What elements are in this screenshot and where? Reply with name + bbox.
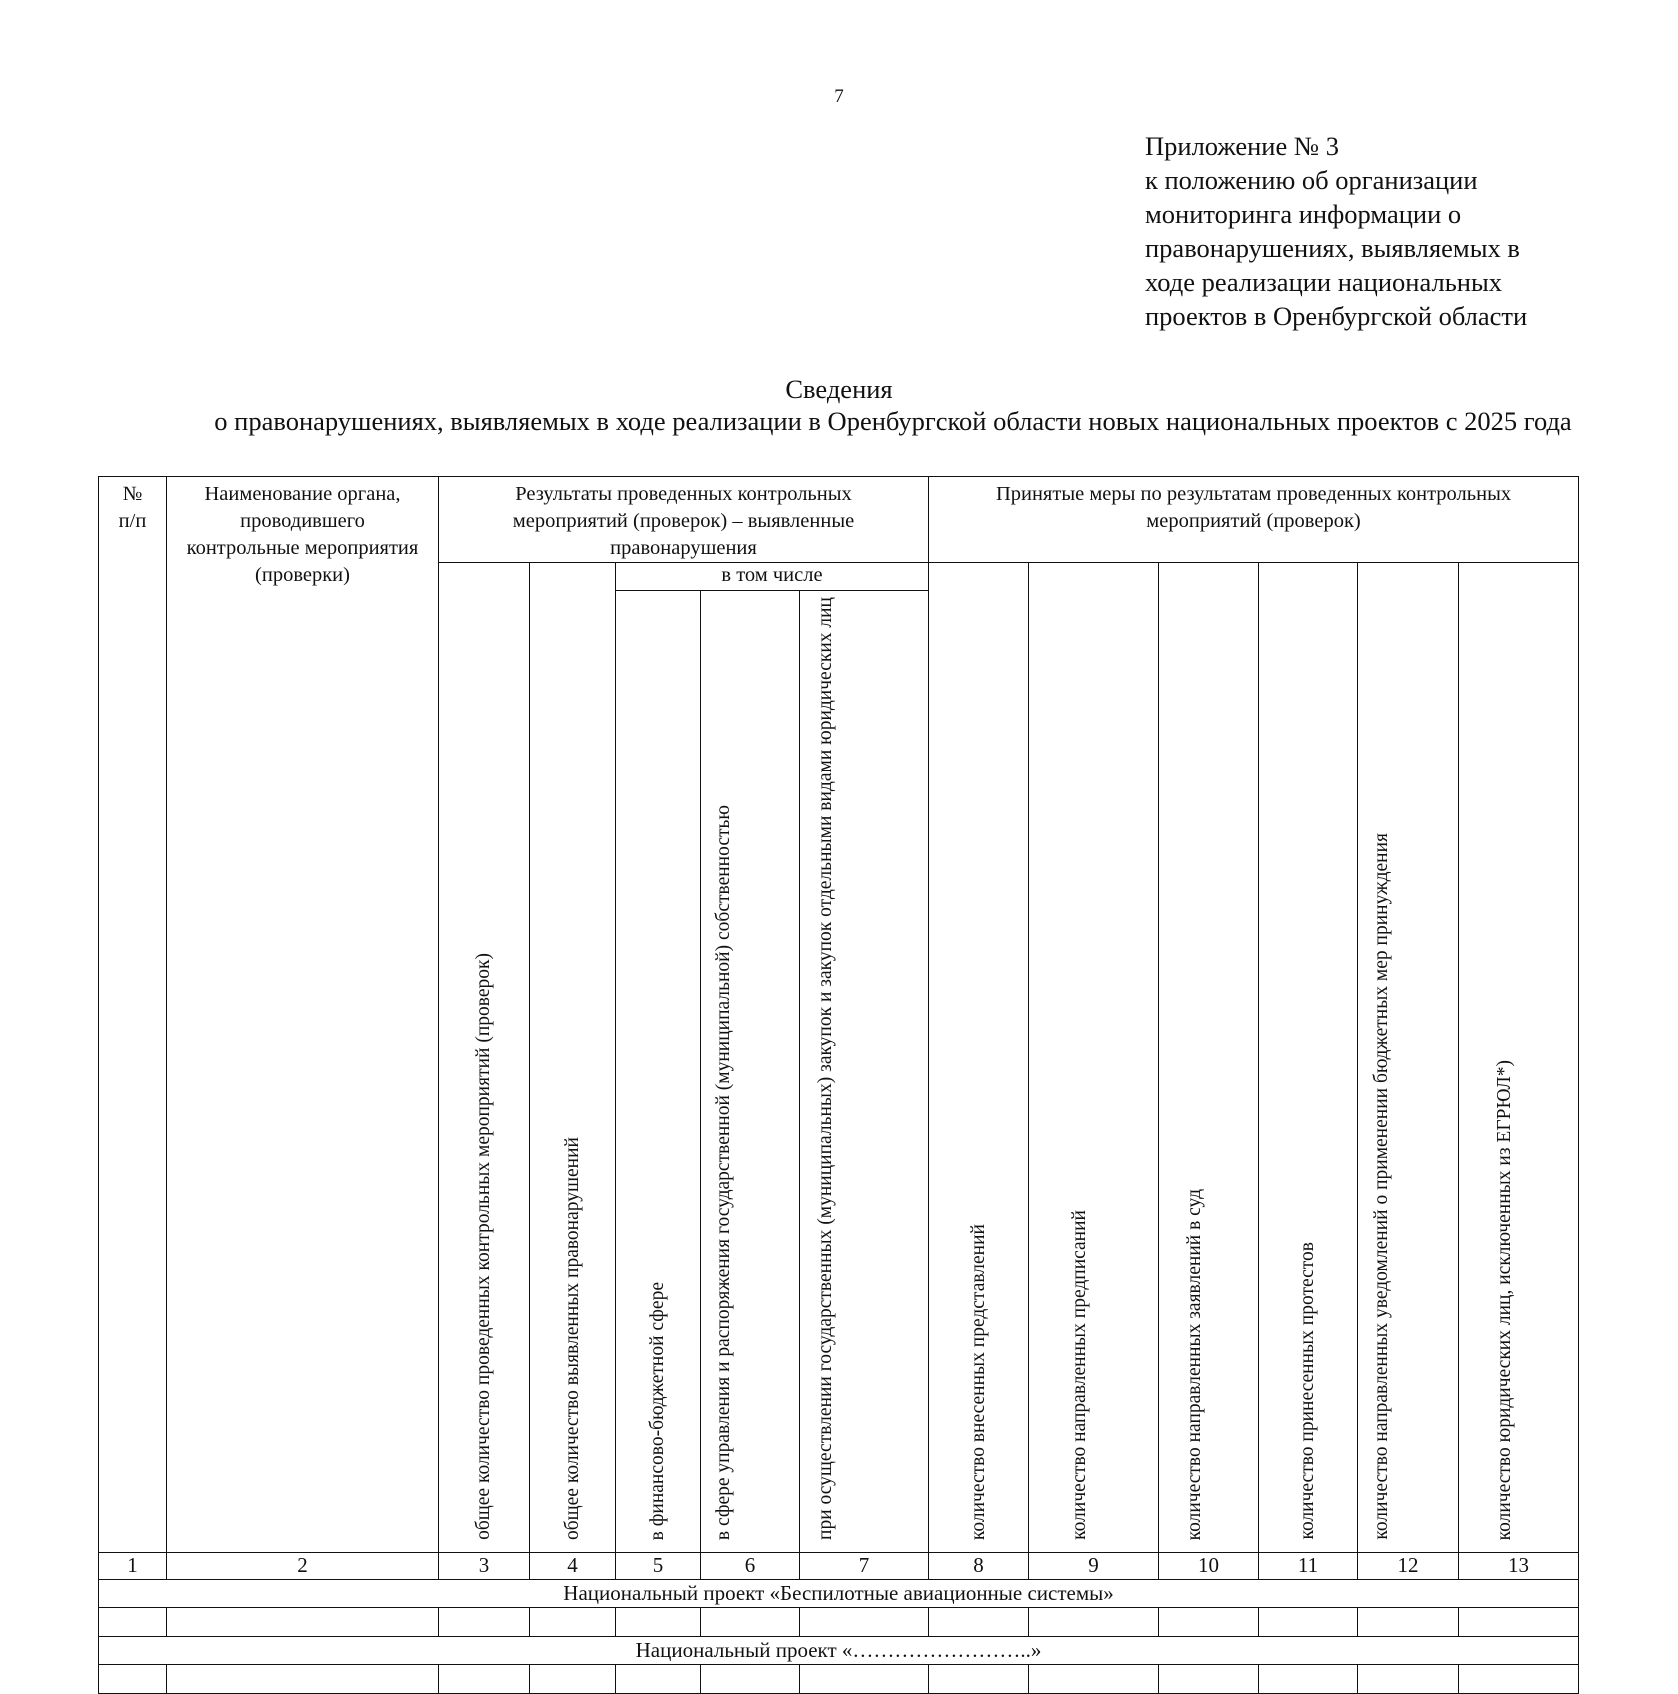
header-col6: в сфере управления и распоряжения государственной (муниципальной) собственностью bbox=[701, 591, 800, 1553]
header-col10: количество направленных заявлений в суд bbox=[1159, 563, 1259, 1553]
section-row bbox=[99, 1636, 1579, 1664]
header-num: № п/п bbox=[99, 477, 167, 1553]
appendix-line: проектов в Оренбургской области bbox=[1145, 301, 1528, 331]
header-col3: общее количество проведенных контрольных мероприятий (проверок) bbox=[439, 563, 530, 1553]
column-number: 3 bbox=[439, 1552, 530, 1579]
column-number: 9 bbox=[1029, 1552, 1159, 1579]
appendix-line: мониторинга информации о bbox=[1145, 199, 1462, 229]
appendix-line: Приложение № 3 bbox=[1145, 131, 1340, 161]
header-org: Наименование органа, проводившего контрольные мероприятия (проверки) bbox=[167, 477, 439, 1553]
column-number: 6 bbox=[701, 1552, 800, 1579]
appendix-line: к положению об организации bbox=[1145, 165, 1478, 195]
appendix-block bbox=[1145, 129, 1665, 333]
column-number: 8 bbox=[929, 1552, 1029, 1579]
table-row bbox=[99, 1607, 1579, 1636]
column-number: 13 bbox=[1459, 1552, 1579, 1579]
header-col5: в финансово-бюджетной сфере bbox=[616, 591, 701, 1553]
header-including: в том числе bbox=[616, 563, 929, 591]
header-col12: количество направленных уведомлений о применении бюджетных мер принуждения bbox=[1358, 563, 1459, 1553]
header-measures: Принятые меры по результатам проведенных контрольных мероприятий (проверок) bbox=[929, 477, 1579, 563]
header-results: Результаты проведенных контрольных мероприятий (проверок) – выявленные правонарушения bbox=[439, 477, 929, 563]
column-number: 2 bbox=[167, 1552, 439, 1579]
table-row bbox=[99, 1664, 1579, 1693]
column-number: 4 bbox=[530, 1552, 616, 1579]
section-row bbox=[99, 1579, 1579, 1607]
header-col9: количество направленных предписаний bbox=[1029, 563, 1159, 1553]
column-number: 1 bbox=[99, 1552, 167, 1579]
header-col13: количество юридических лиц, исключенных из ЕГРЮЛ*) bbox=[1459, 563, 1579, 1553]
header-col7: при осуществлении государственных (муниципальных) закупок и закупок отдельными видами юридических лиц bbox=[800, 591, 929, 1553]
appendix-line: правонарушениях, выявляемых в bbox=[1145, 233, 1520, 263]
section-title: Национальный проект «……………………..» bbox=[99, 1636, 1579, 1664]
header-col4: общее количество выявленных правонарушений bbox=[530, 563, 616, 1553]
section-title: Национальный проект «Беспилотные авиационные системы» bbox=[99, 1579, 1579, 1607]
document-title: Сведения bbox=[785, 374, 893, 404]
page-number: 7 bbox=[834, 86, 844, 107]
document-subtitle: о правонарушениях, выявляемых в ходе реализации в Оренбургской области новых национальных проектов с 2025 года bbox=[214, 406, 1572, 436]
column-number: 12 bbox=[1358, 1552, 1459, 1579]
column-number: 5 bbox=[616, 1552, 701, 1579]
column-number: 7 bbox=[800, 1552, 929, 1579]
column-numbers-row bbox=[99, 1552, 1579, 1579]
column-number: 10 bbox=[1159, 1552, 1259, 1579]
appendix-line: ходе реализации национальных bbox=[1145, 267, 1503, 297]
header-col8: количество внесенных представлений bbox=[929, 563, 1029, 1553]
header-col11: количество принесенных протестов bbox=[1259, 563, 1358, 1553]
report-table bbox=[98, 476, 1579, 1694]
column-number: 11 bbox=[1259, 1552, 1358, 1579]
